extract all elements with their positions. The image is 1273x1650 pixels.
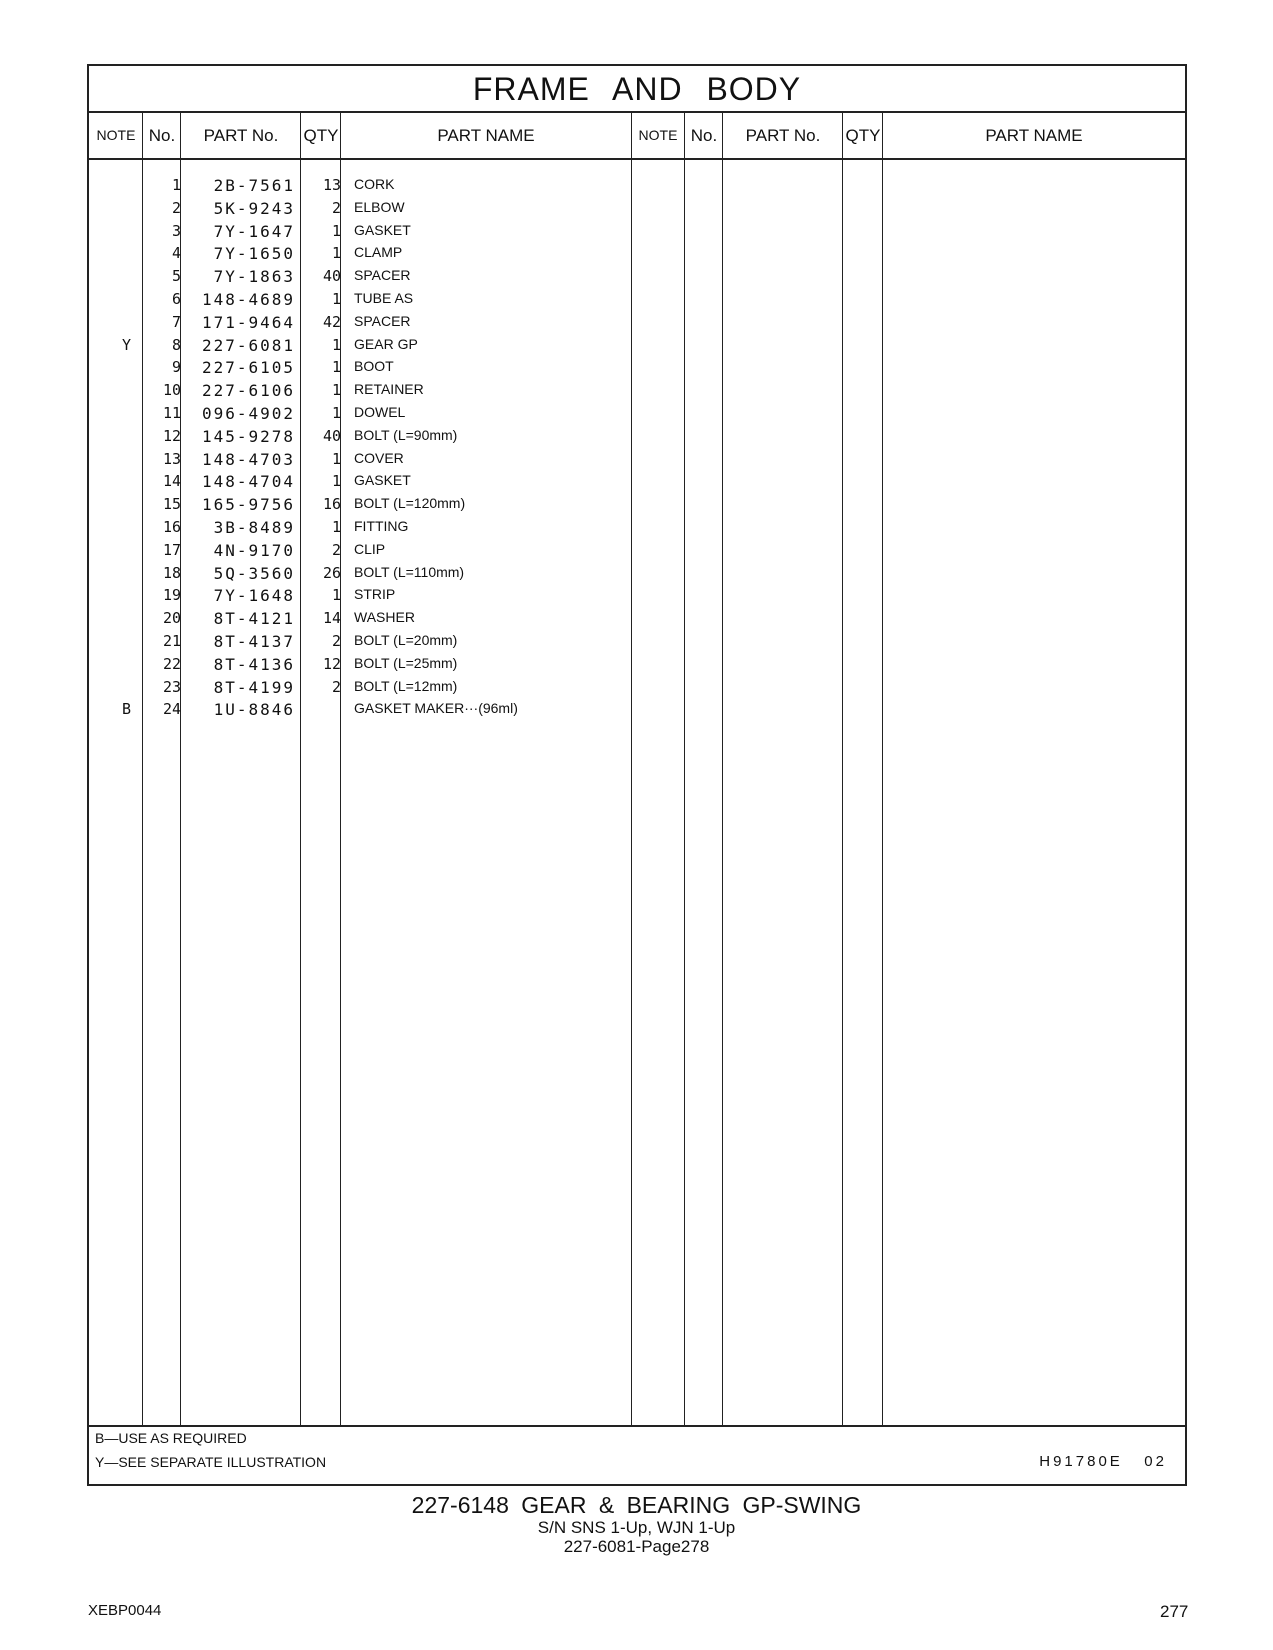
table-row [89,176,1185,199]
table-row [89,700,1185,723]
row-part-name: SPACER [354,312,411,329]
table-row [89,267,1185,290]
row-number: 16 [162,518,181,536]
page-number: 277 [1160,1602,1189,1621]
row-part-number: 148-4689 [201,290,295,309]
row-part-number: 4N-9170 [213,540,295,560]
row-quantity: 1 [331,244,341,263]
table-row [89,518,1185,541]
row-number: 5 [171,267,181,286]
row-quantity: 1 [331,449,341,468]
row-part-name: BOLT (L=12mm) [354,677,458,694]
row-quantity: 2 [331,540,341,559]
table-row [89,655,1185,678]
row-number: 8 [171,335,181,354]
row-number: 4 [171,244,181,263]
row-number: 21 [162,632,181,650]
row-part-name: STRIP [354,586,396,603]
table-row [89,678,1185,701]
row-number: 17 [162,540,181,559]
table-row [89,495,1185,518]
row-number: 18 [162,563,181,582]
row-part-name: FITTING [354,518,409,534]
row-number: 12 [162,426,181,445]
row-part-name: GASKET [354,221,411,238]
row-part-name: CLAMP [354,244,403,261]
row-part-name: BOLT (L=110mm) [354,563,465,580]
row-part-number: 227-6081 [201,335,295,355]
row-part-name: BOLT (L=90mm) [354,426,458,443]
row-part-number: 171-9464 [201,312,295,332]
row-number: 6 [171,290,181,308]
parts-table-frame [87,64,1187,1486]
table-row [89,244,1185,267]
row-note: Y [121,335,131,354]
row-part-number: 5K-9243 [213,198,295,218]
table-row [89,381,1185,404]
header-part-no-right: PART No. [745,126,821,145]
row-part-number: 096-4902 [201,404,295,423]
table-row [89,564,1185,587]
row-part-name: BOLT (L=120mm) [354,495,466,512]
table-row [89,313,1185,336]
row-quantity: 16 [322,495,341,514]
row-quantity: 1 [331,472,341,491]
table-row [89,541,1185,564]
row-part-number: 148-4704 [201,472,295,492]
row-number: 15 [162,495,181,514]
row-part-name: WASHER [354,609,415,626]
row-quantity: 1 [331,518,341,536]
row-part-number: 5Q-3560 [213,563,295,583]
table-row [89,427,1185,450]
row-quantity: 1 [331,381,341,400]
row-quantity: 13 [322,176,341,194]
header-part-no-left: PART No. [203,126,279,145]
assembly-title: 227-6148 GEAR & BEARING GP-SWING [411,1492,862,1518]
drawing-code: H91780E 02 [1039,1453,1167,1470]
row-part-number: 148-4703 [201,449,295,469]
row-part-name: GASKET MAKER···(96ml) [354,700,518,717]
row-part-name: BOLT (L=25mm) [354,654,458,671]
header-note-left: NOTE [96,127,136,143]
row-quantity: 12 [322,654,341,673]
row-quantity: 2 [331,632,341,650]
row-quantity: 40 [322,426,341,445]
row-quantity: 1 [331,290,341,308]
table-row [89,336,1185,359]
row-number: 24 [162,700,181,719]
row-part-number: 7Y-1647 [213,221,295,241]
row-part-name: RETAINER [354,381,424,398]
row-part-name: BOLT (L=20mm) [354,632,458,648]
table-row [89,222,1185,245]
row-number: 10 [162,381,181,400]
row-part-name: BOOT [354,358,394,375]
row-part-name: SPACER [354,267,411,284]
header-part-name-right: PART NAME [985,126,1083,145]
row-part-number: 8T-4136 [213,654,295,674]
row-quantity: 1 [331,586,341,605]
row-quantity: 14 [322,609,341,628]
table-row [89,472,1185,495]
row-part-name: GEAR GP [354,335,418,352]
row-part-number: 227-6106 [201,381,295,401]
row-number: 19 [162,586,181,605]
row-part-name: ELBOW [354,198,405,215]
row-number: 2 [171,198,181,217]
row-quantity: 42 [322,312,341,331]
row-number: 14 [162,472,181,491]
row-number: 13 [162,449,181,468]
table-row [89,586,1185,609]
row-part-name: DOWEL [354,404,406,420]
row-part-number: 165-9756 [201,495,295,515]
row-part-number: 227-6105 [201,358,295,378]
page-reference: 227-6081-Page278 [563,1537,710,1556]
row-part-name: COVER [354,449,404,466]
header-no-left: No. [148,126,176,145]
row-quantity: 40 [322,267,341,286]
row-part-number: 7Y-1650 [213,244,295,264]
row-number: 9 [171,358,181,377]
header-part-name-left: PART NAME [437,126,535,145]
row-part-number: 145-9278 [201,426,295,446]
header-note-right: NOTE [638,127,678,143]
row-part-name: GASKET [354,472,411,489]
row-quantity: 2 [331,198,341,217]
row-number: 11 [162,404,181,422]
row-number: 7 [171,312,181,331]
footnote-b: B—USE AS REQUIRED [95,1430,247,1446]
row-part-number: 1U-8846 [213,700,295,720]
table-row [89,358,1185,381]
table-row [89,632,1185,655]
row-number: 22 [162,654,181,673]
row-quantity: 1 [331,404,341,422]
table-header [89,113,1185,160]
row-part-number: 8T-4199 [213,677,295,697]
header-qty-right: QTY [845,126,881,145]
table-row [89,609,1185,632]
row-quantity: 2 [331,677,341,696]
row-number: 20 [162,609,181,628]
table-row [89,199,1185,222]
row-number: 3 [171,221,181,240]
row-quantity: 1 [331,335,341,354]
row-quantity: 26 [322,563,341,582]
table-row [89,450,1185,473]
row-quantity: 1 [331,221,341,240]
row-quantity: 1 [331,358,341,377]
row-number: 1 [171,176,181,194]
header-qty-left: QTY [303,126,339,145]
row-note: B [121,700,131,719]
section-title: FRAME AND BODY [89,66,1185,113]
header-no-right: No. [690,126,718,145]
row-part-name: CORK [354,176,395,192]
row-part-number: 2B-7561 [213,176,295,195]
document-id: XEBP0044 [88,1602,162,1619]
serial-range: S/N SNS 1-Up, WJN 1-Up [537,1518,736,1537]
row-number: 23 [162,677,181,696]
table-bottom-rule [89,1425,1185,1427]
row-part-number: 8T-4121 [213,609,295,629]
row-part-name: CLIP [354,540,386,557]
footnote-y: Y—SEE SEPARATE ILLUSTRATION [95,1454,327,1470]
table-row [89,404,1185,427]
row-part-number: 7Y-1863 [213,267,295,287]
table-row [89,290,1185,313]
row-part-name: TUBE AS [354,290,414,306]
row-part-number: 8T-4137 [213,632,295,651]
row-part-number: 3B-8489 [213,518,295,537]
row-part-number: 7Y-1648 [213,586,295,606]
